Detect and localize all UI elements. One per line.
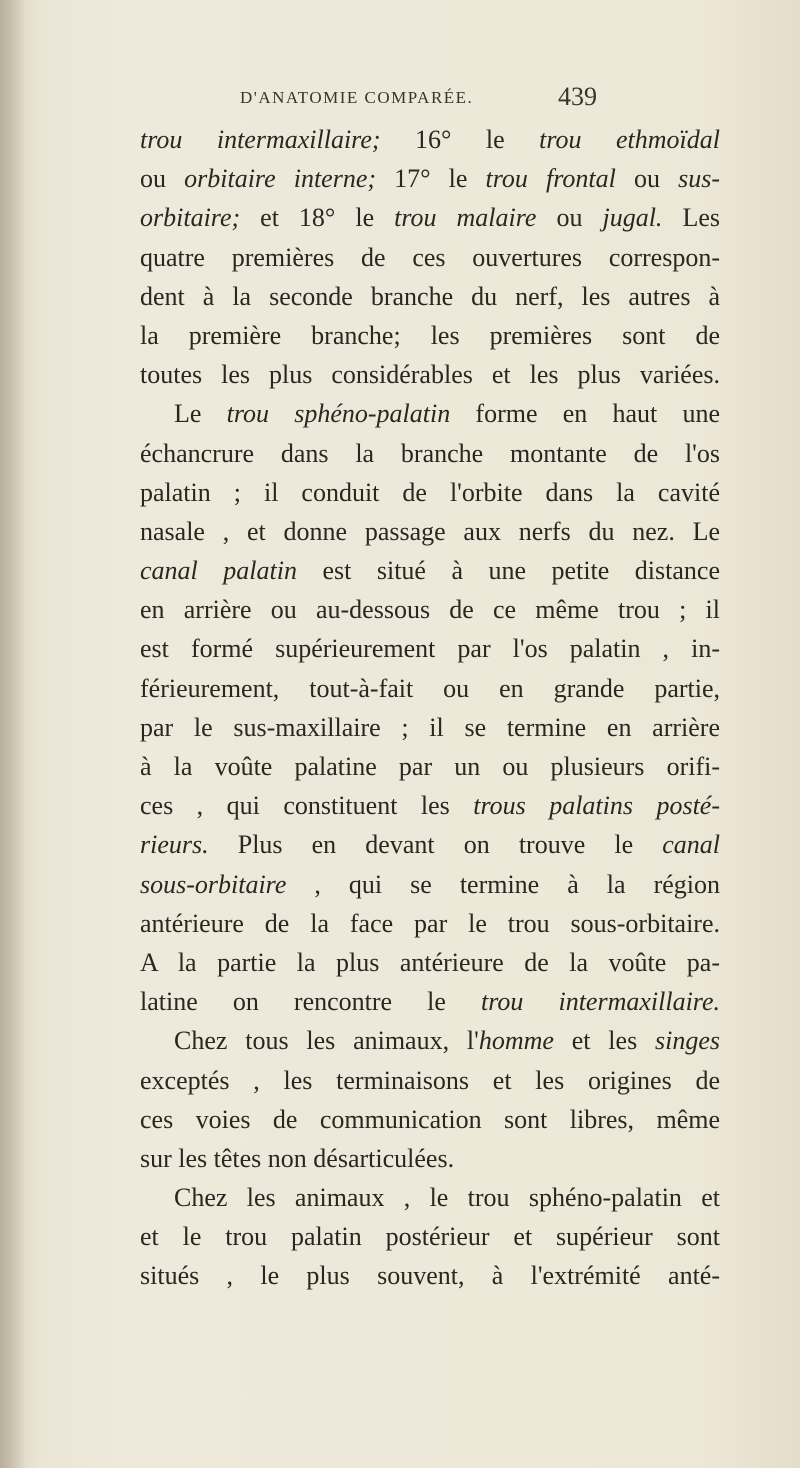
text-line: sous-orbitaire , qui se termine à la région	[140, 869, 720, 899]
text-line: rieurs. Plus en devant on trouve le canal	[140, 830, 720, 860]
text-line: sur les têtes non désarticulées.	[140, 1143, 455, 1173]
text-line: à la voûte palatine par un ou plusieurs orifi-	[140, 752, 720, 781]
text-line: nasale , et donne passage aux nerfs du nez. Le	[140, 516, 720, 546]
text-line: en arrière ou au-dessous de ce même trou ; il	[140, 595, 720, 625]
text-line: situés , le plus souvent, à l'extrémité anté-	[140, 1261, 720, 1291]
running-head	[240, 82, 640, 116]
text-line: Le trou sphéno-palatin forme en haut une	[174, 399, 720, 429]
text-line: exceptés , les terminaisons et les origines de	[140, 1065, 720, 1095]
text-line: est formé supérieurement par l'os palatin , in-	[140, 634, 720, 664]
running-title: D'ANATOMIE COMPARÉE.	[240, 88, 474, 107]
text-line: ces , qui constituent les trous palatins posté-	[140, 791, 720, 821]
page-number: 439	[558, 82, 597, 111]
text-line: Chez tous les animaux, l'homme et les singes	[174, 1026, 720, 1056]
text-line: échancrure dans la branche montante de l'os	[140, 438, 720, 468]
text-line: par le sus-maxillaire ; il se termine en arrière	[140, 712, 720, 742]
text-line: dent à la seconde branche du nerf, les autres à	[140, 281, 720, 311]
text-line: toutes les plus considérables et les plus variées.	[140, 360, 720, 390]
text-line: quatre premières de ces ouvertures correspon-	[140, 242, 720, 272]
text-line: Chez les animaux , le trou sphéno-palatin et	[174, 1183, 720, 1213]
text-line: canal palatin est situé à une petite distance	[140, 556, 720, 586]
text-line: ou orbitaire interne; 17° le trou frontal ou sus-	[140, 164, 721, 194]
text-line: orbitaire; et 18° le trou malaire ou jugal. Les	[140, 203, 720, 233]
text-line: latine on rencontre le trou intermaxillaire.	[140, 987, 720, 1017]
text-line: et le trou palatin postérieur et supérieur sont	[140, 1222, 720, 1252]
text-line: A la partie la plus antérieure de la voûte pa-	[140, 947, 720, 977]
text-line: trou intermaxillaire; 16° le trou ethmoïdal	[140, 125, 720, 154]
text-line: la première branche; les premières sont de	[140, 320, 720, 350]
text-line: palatin ; il conduit de l'orbite dans la cavité	[140, 477, 720, 507]
text-line: antérieure de la face par le trou sous-orbitaire.	[140, 908, 720, 938]
body-text	[140, 120, 720, 1296]
text-line: ces voies de communication sont libres, même	[140, 1104, 720, 1134]
text-line: férieurement, tout-à-fait ou en grande partie,	[140, 673, 720, 703]
binding-shadow	[0, 0, 26, 1468]
